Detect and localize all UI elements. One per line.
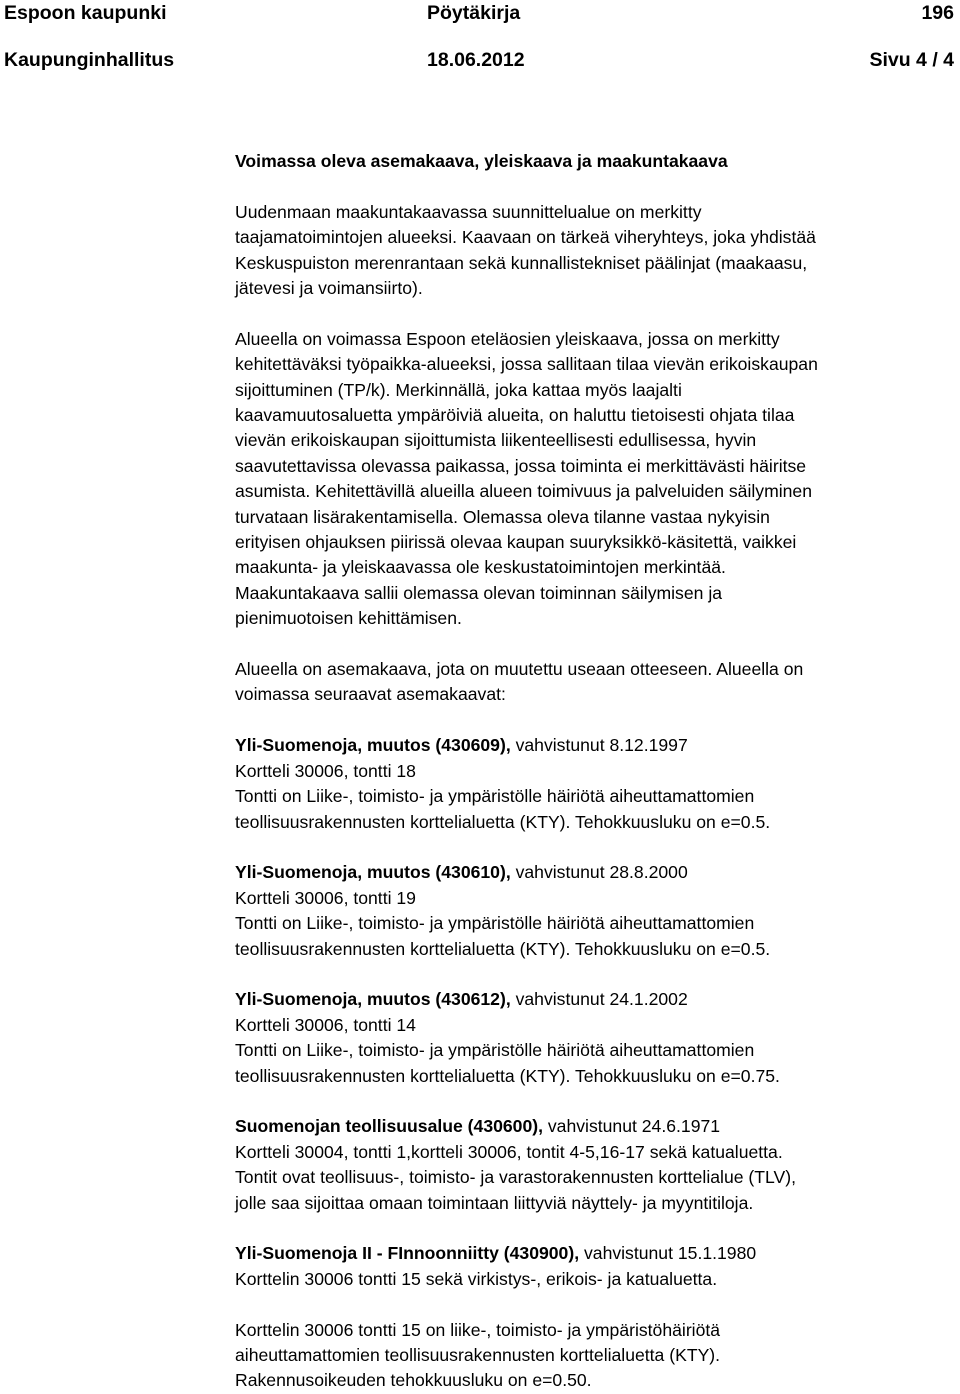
text-line: saavutettavissa olevassa paikassa, jossa toiminta ei merkittävästi häiritse: [235, 455, 807, 476]
text-line: maakunta- ja yleiskaavassa ole keskustatoimintojen merkintää.: [235, 557, 726, 578]
text-line: Kortteli 30006, tontti 18: [235, 760, 416, 781]
text-line: Korttelin 30006 tontti 15 on liike-, toimisto- ja ympäristöhäiriötä: [235, 1319, 721, 1340]
text-line: kehitettäväksi työpaikka-alueeksi, jossa sallitaan tilaa vievän erikoiskaupan: [235, 354, 818, 375]
text-line: Alueella on voimassa Espoon eteläosien yleiskaava, jossa on merkitty: [235, 328, 780, 349]
text-line: asumista. Kehitettävillä alueilla alueen toimivuus ja palveluiden säilyminen: [235, 481, 813, 502]
text-line: Tontti on Liike-, toimisto- ja ympäristölle häiriötä aiheuttamattomien: [235, 1040, 755, 1061]
text-line: Korttelin 30006 tontti 15 sekä virkistys-, erikois- ja katualuetta.: [235, 1268, 718, 1289]
document-body: [235, 149, 960, 1394]
text-line: aiheuttamattomien teollisuusrakennusten korttelialuetta (KTY).: [235, 1344, 721, 1365]
plan-confirmed: vahvistunut 8.12.1997: [510, 735, 688, 756]
header-body: Kaupunginhallitus: [4, 49, 175, 71]
paragraph-master-plan: [235, 327, 960, 632]
plan-name: Suomenojan teollisuusalue (430600),: [235, 1116, 543, 1137]
text-line: Tontit ovat teollisuus-, toimisto- ja varastorakennusten korttelialue (TLV),: [235, 1167, 796, 1188]
text-line: pienimuotoisen kehittämisen.: [235, 608, 462, 629]
text-line: Kortteli 30004, tontti 1,kortteli 30006, tontit 4-5,16-17 sekä katualuetta.: [235, 1141, 783, 1162]
plan-confirmed: vahvistunut 24.6.1971: [543, 1116, 721, 1137]
text-line: Maakuntakaava sallii olemassa olevan toiminnan säilymisen ja: [235, 582, 723, 603]
plan-entry: [235, 1114, 960, 1216]
plan-heading: [235, 1114, 960, 1139]
text-line: jolle saa sijoittaa omaan toimintaan liittyviä näyttely- ja myyntitiloja.: [235, 1192, 754, 1213]
paragraph-detailed-plan-intro: [235, 657, 960, 708]
text-line: Tontti on Liike-, toimisto- ja ympäristölle häiriötä aiheuttamattomien: [235, 786, 755, 807]
text-line: teollisuusrakennusten korttelialuetta (KTY). Tehokkuusluku on e=0.75.: [235, 1065, 780, 1086]
text-line: voimassa seuraavat asemakaavat:: [235, 684, 506, 705]
plan-entry: [235, 987, 960, 1089]
text-line: Keskuspuiston merenrantaan sekä kunnallistekniset päälinjat (maakaasu,: [235, 252, 808, 273]
paragraph-regional-plan: [235, 200, 960, 302]
text-line: kaavamuutosaluetta ympäröiviä alueita, on haluttu tietoisesti ohjata tilaa: [235, 405, 795, 426]
plan-confirmed: vahvistunut 28.8.2000: [510, 862, 688, 883]
plan-heading: [235, 733, 960, 758]
section-title: Voimassa oleva asemakaava, yleiskaava ja maakuntakaava: [235, 151, 728, 171]
text-line: teollisuusrakennusten korttelialuetta (KTY). Tehokkuusluku on e=0.5.: [235, 938, 771, 959]
plan-name: Yli-Suomenoja, muutos (430610),: [235, 862, 511, 883]
plan-name: Yli-Suomenoja, muutos (430609),: [235, 735, 511, 756]
plan-heading: [235, 1241, 960, 1266]
plan-heading: [235, 860, 960, 885]
plan-name: Yli-Suomenoja, muutos (430612),: [235, 989, 511, 1010]
paragraph-plot-15: [235, 1318, 960, 1394]
header-page: Sivu 4 / 4: [869, 49, 954, 71]
header-section-number: 196: [921, 2, 954, 24]
plan-confirmed: vahvistunut 15.1.1980: [579, 1243, 757, 1264]
text-line: sijoittuminen (TP/k). Merkinnällä, joka kattaa myös laajalti: [235, 379, 682, 400]
plan-name: Yli-Suomenoja II - FInnoonniitty (430900),: [235, 1243, 580, 1264]
text-line: Kortteli 30006, tontti 14: [235, 1014, 416, 1035]
header-city: Espoon kaupunki: [4, 2, 167, 24]
plan-entry: [235, 860, 960, 962]
plan-confirmed: vahvistunut 24.1.2002: [510, 989, 688, 1010]
header-doc-type: Pöytäkirja: [427, 2, 521, 24]
text-line: erityisen ohjauksen piirissä olevaa kaupan suuryksikkö-käsitettä, vaikkei: [235, 532, 797, 553]
text-line: Uudenmaan maakuntakaavassa suunnittelualue on merkitty: [235, 201, 702, 222]
plan-entry: [235, 1241, 960, 1292]
text-line: Rakennusoikeuden tehokkuusluku on e=0.50.: [235, 1370, 592, 1391]
text-line: Tontti on Liike-, toimisto- ja ympäristölle häiriötä aiheuttamattomien: [235, 913, 755, 934]
plan-entry: [235, 733, 960, 835]
text-line: Kortteli 30006, tontti 19: [235, 887, 416, 908]
text-line: jätevesi ja voimansiirto).: [235, 278, 423, 299]
text-line: Alueella on asemakaava, jota on muutettu useaan otteeseen. Alueella on: [235, 659, 804, 680]
plan-heading: [235, 987, 960, 1012]
text-line: taajamatoimintojen alueeksi. Kaavaan on tärkeä viheryhteys, joka yhdistää: [235, 227, 816, 248]
text-line: vievän erikoiskaupan sijoittumista liikenteellisesti edullisessa, hyvin: [235, 430, 757, 451]
header-date: 18.06.2012: [427, 49, 525, 71]
text-line: teollisuusrakennusten korttelialuetta (KTY). Tehokkuusluku on e=0.5.: [235, 811, 771, 832]
text-line: turvataan lisärakentamisella. Olemassa oleva tilanne vastaa nykyisin: [235, 506, 770, 527]
